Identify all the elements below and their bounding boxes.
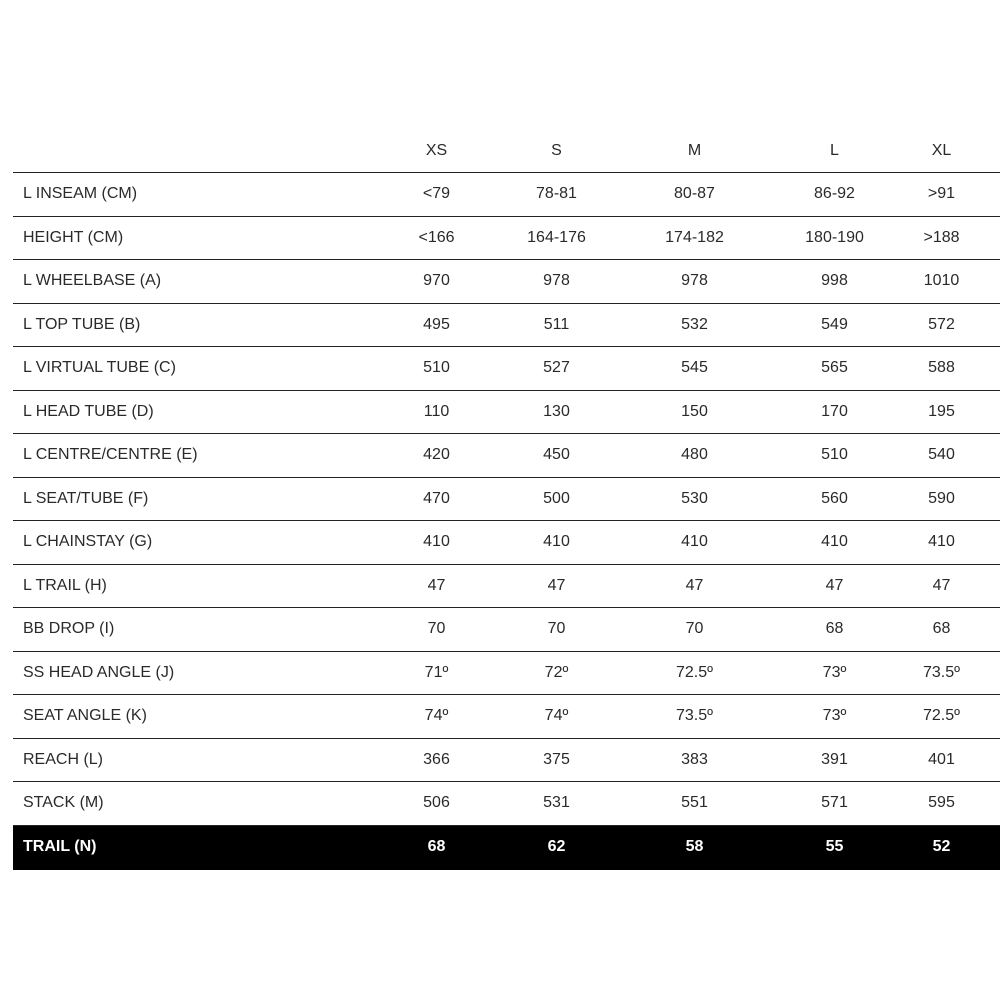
table-row <box>13 738 1000 782</box>
table-cell: 70 <box>603 608 786 652</box>
table-cell: 62 <box>510 825 603 869</box>
table-cell: 527 <box>510 347 603 391</box>
table-row <box>13 608 1000 652</box>
table-cell: 73º <box>786 695 883 739</box>
table-row <box>13 521 1000 565</box>
row-label: L CENTRE/CENTRE (E) <box>13 434 363 478</box>
table-cell: 545 <box>603 347 786 391</box>
row-label: L HEAD TUBE (D) <box>13 390 363 434</box>
row-label: L INSEAM (CM) <box>13 173 363 217</box>
table-row <box>13 303 1000 347</box>
table-cell: 410 <box>363 521 510 565</box>
table-cell: 410 <box>510 521 603 565</box>
table-row <box>13 390 1000 434</box>
header-size-l: L <box>786 130 883 173</box>
table-cell: 130 <box>510 390 603 434</box>
table-cell: 58 <box>603 825 786 869</box>
row-label: TRAIL (N) <box>13 825 363 869</box>
table-cell: 86-92 <box>786 173 883 217</box>
row-label: L SEAT/TUBE (F) <box>13 477 363 521</box>
table-cell: 588 <box>883 347 1000 391</box>
table-cell: 73.5º <box>603 695 786 739</box>
table-cell: 530 <box>603 477 786 521</box>
table-cell: 450 <box>510 434 603 478</box>
header-size-xl: XL <box>883 130 1000 173</box>
table-cell: 72º <box>510 651 603 695</box>
table-row <box>13 477 1000 521</box>
table-cell: 150 <box>603 390 786 434</box>
table-row <box>13 173 1000 217</box>
table-cell: 420 <box>363 434 510 478</box>
table-cell: 47 <box>786 564 883 608</box>
table-cell: 366 <box>363 738 510 782</box>
table-cell: 383 <box>603 738 786 782</box>
table-cell: 510 <box>363 347 510 391</box>
table-row <box>13 651 1000 695</box>
row-label: L CHAINSTAY (G) <box>13 521 363 565</box>
table-cell: 410 <box>786 521 883 565</box>
table-cell: 72.5º <box>603 651 786 695</box>
table-cell: 73.5º <box>883 651 1000 695</box>
header-size-xs: XS <box>363 130 510 173</box>
table-cell: 571 <box>786 782 883 826</box>
table-cell: 74º <box>510 695 603 739</box>
table-cell: 410 <box>603 521 786 565</box>
header-label-column <box>13 130 363 173</box>
table-cell: 480 <box>603 434 786 478</box>
table-cell: 970 <box>363 260 510 304</box>
header-size-m: M <box>603 130 786 173</box>
table-cell: 560 <box>786 477 883 521</box>
table-cell: 978 <box>603 260 786 304</box>
table-cell: 565 <box>786 347 883 391</box>
table-cell: <166 <box>363 216 510 260</box>
table-cell: 47 <box>363 564 510 608</box>
table-cell: 532 <box>603 303 786 347</box>
row-label: STACK (M) <box>13 782 363 826</box>
table-cell: >91 <box>883 173 1000 217</box>
table-cell: 470 <box>363 477 510 521</box>
table-row <box>13 782 1000 826</box>
table-cell: 551 <box>603 782 786 826</box>
table-cell: 511 <box>510 303 603 347</box>
table-cell: 978 <box>510 260 603 304</box>
table-cell: 70 <box>363 608 510 652</box>
table-cell: 998 <box>786 260 883 304</box>
table-cell: 506 <box>363 782 510 826</box>
table-cell: 180-190 <box>786 216 883 260</box>
table-cell: 74º <box>363 695 510 739</box>
table-cell: 375 <box>510 738 603 782</box>
table-cell: 68 <box>786 608 883 652</box>
table-cell: 55 <box>786 825 883 869</box>
table-cell: 73º <box>786 651 883 695</box>
row-label: L VIRTUAL TUBE (C) <box>13 347 363 391</box>
table-cell: 71º <box>363 651 510 695</box>
row-label: SS HEAD ANGLE (J) <box>13 651 363 695</box>
table-cell: 174-182 <box>603 216 786 260</box>
table-cell: 68 <box>363 825 510 869</box>
table-cell: 80-87 <box>603 173 786 217</box>
table-cell: 391 <box>786 738 883 782</box>
table-cell: 572 <box>883 303 1000 347</box>
table-cell: 531 <box>510 782 603 826</box>
row-label: L TOP TUBE (B) <box>13 303 363 347</box>
table-cell: >188 <box>883 216 1000 260</box>
table-cell: 47 <box>510 564 603 608</box>
row-label: REACH (L) <box>13 738 363 782</box>
table-row <box>13 216 1000 260</box>
table-cell: 590 <box>883 477 1000 521</box>
table-cell: 72.5º <box>883 695 1000 739</box>
geometry-table <box>13 130 1000 870</box>
table-cell: 170 <box>786 390 883 434</box>
table-cell: 401 <box>883 738 1000 782</box>
row-label: BB DROP (I) <box>13 608 363 652</box>
table-cell: 195 <box>883 390 1000 434</box>
table-cell: 410 <box>883 521 1000 565</box>
table-row-highlighted <box>13 825 1000 869</box>
table-cell: 595 <box>883 782 1000 826</box>
row-label: SEAT ANGLE (K) <box>13 695 363 739</box>
row-label: HEIGHT (CM) <box>13 216 363 260</box>
table-cell: 78-81 <box>510 173 603 217</box>
table-row <box>13 260 1000 304</box>
table-cell: <79 <box>363 173 510 217</box>
table-cell: 495 <box>363 303 510 347</box>
table-row <box>13 347 1000 391</box>
table-row <box>13 695 1000 739</box>
table-cell: 549 <box>786 303 883 347</box>
header-row <box>13 130 1000 173</box>
table-row <box>13 564 1000 608</box>
table-cell: 110 <box>363 390 510 434</box>
table-cell: 47 <box>883 564 1000 608</box>
table-cell: 68 <box>883 608 1000 652</box>
table-cell: 540 <box>883 434 1000 478</box>
table-cell: 500 <box>510 477 603 521</box>
header-size-s: S <box>510 130 603 173</box>
table-cell: 70 <box>510 608 603 652</box>
table-cell: 510 <box>786 434 883 478</box>
table-cell: 52 <box>883 825 1000 869</box>
table-cell: 164-176 <box>510 216 603 260</box>
table-row <box>13 434 1000 478</box>
row-label: L TRAIL (H) <box>13 564 363 608</box>
row-label: L WHEELBASE (A) <box>13 260 363 304</box>
table-cell: 47 <box>603 564 786 608</box>
table-cell: 1010 <box>883 260 1000 304</box>
